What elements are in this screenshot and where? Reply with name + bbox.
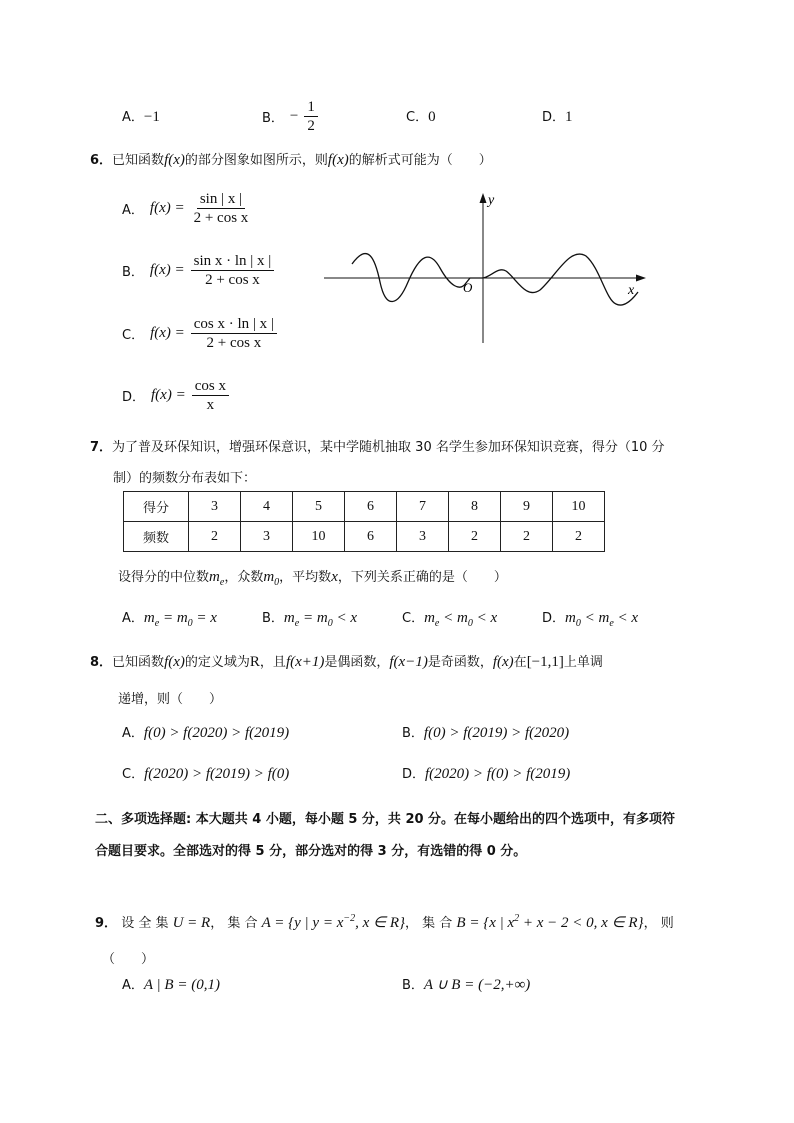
denominator: 2 + cos x	[193, 210, 249, 226]
subscript: 0	[187, 618, 193, 629]
option-lhs: f(x) =	[150, 325, 185, 341]
q7-option-b	[262, 607, 357, 629]
q8-stem-line1	[90, 651, 603, 671]
table-cell: 6	[345, 522, 397, 552]
section-heading-line1: 二、多项选择题: 本大题共 4 小题，每小题 5 分，共 20 分。在每小题给出的四个选项中，有多项符	[95, 812, 676, 827]
set-text: + x − 2 < 0, x ∈ R}	[519, 915, 644, 931]
table-row	[124, 492, 605, 522]
q9-option-b	[402, 974, 530, 994]
subscript: e	[609, 618, 614, 629]
subscript: 0	[467, 618, 473, 629]
option-value: f(2020) > f(0) > f(2019)	[425, 766, 571, 782]
function-symbol: f(x)	[327, 152, 349, 168]
table-header-cell: 频数	[124, 522, 189, 552]
numerator: 1	[304, 98, 318, 117]
x-axis-label: x	[628, 283, 635, 298]
stem-text: 已知函数	[112, 655, 165, 670]
option-value: f(2020) > f(2019) > f(0)	[144, 766, 290, 782]
fraction	[192, 377, 229, 414]
q8-stem-line2: 递增，则（ ）	[118, 692, 223, 707]
numerator: cos x · ln | x |	[191, 315, 277, 334]
table-cell: 10	[293, 522, 345, 552]
option-label: C．	[406, 110, 429, 125]
numerator: sin | x |	[197, 190, 245, 209]
q8-option-a	[122, 722, 289, 742]
symbol: m	[316, 610, 328, 626]
symbol: x	[490, 610, 498, 626]
x-axis-arrow	[636, 275, 646, 282]
fraction	[191, 315, 277, 352]
function-expression: f(x−1)	[389, 654, 428, 670]
q8-option-d	[402, 763, 570, 783]
symbol: x	[210, 610, 217, 626]
denominator: 2 + cos x	[206, 335, 262, 351]
set-text: B = {x | x	[456, 915, 515, 931]
mode-symbol	[263, 569, 280, 588]
option-label: A．	[122, 978, 144, 993]
q7-stem-line1	[90, 436, 665, 455]
symbol: m	[598, 610, 610, 626]
q5-option-a	[122, 106, 160, 126]
stem-text: ， 则	[643, 916, 674, 931]
q6-option-a	[122, 190, 251, 227]
subscript: e	[219, 577, 225, 588]
option-value: $m_e < m_0 < x$	[424, 610, 498, 629]
denominator: 2 + cos x	[205, 272, 260, 288]
y-axis-label: y	[488, 193, 495, 208]
stem-text: 为了普及环保知识，增强环保意识，某中学随机抽取 30 名学生参加环保知识竞赛，得分（10 分	[112, 440, 665, 455]
stem-text: 已知函数	[112, 153, 165, 168]
symbol: m	[263, 569, 275, 585]
option-label: D．	[542, 110, 566, 125]
q7-stem-line3	[118, 566, 507, 588]
symbol: m	[457, 610, 468, 626]
table-cell: 10	[553, 492, 605, 522]
option-label: D．	[542, 611, 566, 626]
subscript: e	[294, 618, 300, 629]
table-row	[124, 522, 605, 552]
option-value: 0	[428, 109, 436, 125]
fraction	[191, 252, 275, 289]
q7-stem-line2: 制）的频数分布表如下：	[113, 471, 257, 486]
q7-option-c	[402, 607, 497, 629]
function-symbol: f(x)	[164, 654, 185, 670]
q5-option-b	[262, 98, 318, 135]
symbol: m	[565, 610, 576, 626]
stem-text: ，平均数	[279, 570, 332, 585]
table-cell: 2	[189, 522, 241, 552]
question-number: 8．	[90, 655, 113, 670]
question-number: 9．	[95, 916, 118, 931]
symbol: m	[209, 569, 220, 585]
q8-option-b	[402, 722, 569, 742]
symbol: m	[424, 610, 435, 626]
q6-option-d	[122, 377, 229, 414]
y-axis-arrow	[480, 193, 487, 203]
symbol: x	[350, 610, 357, 626]
stem-text: ， 集 合	[405, 916, 453, 931]
table-cell: 2	[501, 522, 553, 552]
option-value: −1	[143, 109, 160, 125]
table-cell: 6	[345, 492, 397, 522]
option-lhs: f(x) =	[149, 262, 185, 278]
option-label: B．	[402, 726, 424, 741]
stem-text: 是偶函数，	[324, 655, 390, 670]
stem-text: ， 集 合	[210, 916, 258, 931]
q5-option-c	[406, 106, 436, 126]
stem-text: 的解析式可能为（ ）	[348, 153, 492, 168]
median-symbol	[209, 569, 225, 588]
q8-option-c	[122, 763, 289, 783]
option-value: 1	[565, 109, 573, 125]
stem-text: 设 全 集	[121, 916, 169, 931]
option-value: $m_e = m_0 < x$	[283, 610, 357, 629]
denominator: x	[206, 397, 215, 413]
q6-stem	[90, 149, 492, 169]
option-lhs: f(x) =	[151, 387, 186, 403]
option-label: A．	[122, 110, 144, 125]
subscript: 0	[274, 577, 280, 588]
table-header-cell: 得分	[124, 492, 189, 522]
symbol: m	[143, 610, 155, 626]
function-expression: f(x+1)	[285, 654, 325, 670]
function-symbol: f(x)	[492, 654, 514, 670]
option-value: f(0) > f(2019) > f(2020)	[423, 725, 570, 741]
stem-text: 设得分的中位数	[118, 570, 210, 585]
option-label: A．	[122, 726, 144, 741]
set-text: A = {y | y = x	[261, 915, 344, 931]
table-cell: 2	[553, 522, 605, 552]
option-label: D．	[122, 390, 146, 405]
denominator: 2	[307, 118, 315, 134]
subscript: 0	[327, 618, 333, 629]
table-cell: 5	[293, 492, 345, 522]
stem-text: ，下列关系正确的是（ ）	[337, 570, 507, 585]
option-label: C．	[122, 767, 145, 782]
stem-text: ，且	[259, 655, 286, 670]
table-cell: 9	[501, 492, 553, 522]
table-cell: 3	[189, 492, 241, 522]
option-value: $m_e = m_0 = x$	[143, 610, 217, 629]
option-label: B．	[122, 265, 144, 280]
subscript: e	[434, 618, 440, 629]
q9-stem	[95, 912, 674, 932]
q9-paren: （ ）	[102, 952, 155, 967]
table-cell: 3	[241, 522, 293, 552]
stem-text: 在	[513, 655, 527, 670]
interval: [−1,1]	[526, 654, 564, 670]
symbol: m	[283, 610, 295, 626]
exponent: 2	[514, 913, 520, 924]
numerator: sin x · ln | x |	[191, 252, 275, 271]
numerator: cos x	[192, 377, 229, 396]
stem-text: 的部分图象如图所示，则	[184, 153, 328, 168]
table-cell: 2	[449, 522, 501, 552]
option-label: C．	[122, 328, 145, 343]
minus-sign: −	[289, 108, 299, 124]
function-graph	[320, 188, 650, 348]
symbol: m	[176, 610, 188, 626]
option-label: D．	[402, 767, 426, 782]
set-b-definition	[456, 915, 643, 931]
stem-text: 是奇函数，	[427, 655, 493, 670]
table-cell: 3	[397, 522, 449, 552]
frequency-table	[123, 491, 605, 552]
q9-option-a	[122, 974, 220, 994]
exponent: −2	[343, 913, 356, 924]
q6-option-b	[122, 252, 274, 289]
curve-right	[482, 254, 638, 305]
stem-text: ，众数	[224, 570, 264, 585]
question-number: 6．	[90, 153, 113, 168]
q7-option-d	[542, 607, 638, 629]
subscript: e	[154, 618, 160, 629]
option-label: B．	[262, 611, 284, 626]
table-cell: 4	[241, 492, 293, 522]
stem-text: 上单调	[563, 655, 603, 670]
origin-label: O	[463, 280, 473, 295]
fraction	[191, 190, 252, 227]
subscript: 0	[575, 618, 581, 629]
q7-option-a	[122, 607, 217, 629]
set-text: , x ∈ R}	[355, 915, 405, 931]
q6-option-c	[122, 315, 277, 352]
option-value: A ∪ B = (−2,+∞)	[423, 977, 531, 993]
option-label: B．	[262, 111, 284, 126]
function-symbol: f(x)	[164, 152, 185, 168]
question-number: 7．	[90, 440, 113, 455]
mean-symbol: x	[331, 569, 338, 585]
option-label: C．	[402, 611, 425, 626]
option-label: B．	[402, 978, 424, 993]
section-heading-line2: 合题目要求。全部选对的得 5 分，部分选对的得 3 分，有选错的得 0 分。	[95, 844, 527, 859]
table-cell: 8	[449, 492, 501, 522]
option-label: A．	[122, 611, 144, 626]
option-value: f(0) > f(2020) > f(2019)	[143, 725, 290, 741]
universal-set: U = R	[172, 915, 211, 931]
stem-text: 的定义域为	[184, 655, 250, 670]
reals-symbol: R	[249, 654, 260, 670]
q5-option-d	[542, 106, 573, 126]
symbol: x	[631, 610, 639, 626]
set-a-definition	[262, 915, 405, 931]
option-lhs: f(x) =	[149, 200, 185, 216]
option-label: A．	[122, 203, 144, 218]
fraction	[304, 98, 318, 135]
table-cell: 7	[397, 492, 449, 522]
option-value: $m_0 < m_e < x$	[565, 610, 639, 629]
option-value: A | B = (0,1)	[143, 977, 220, 993]
